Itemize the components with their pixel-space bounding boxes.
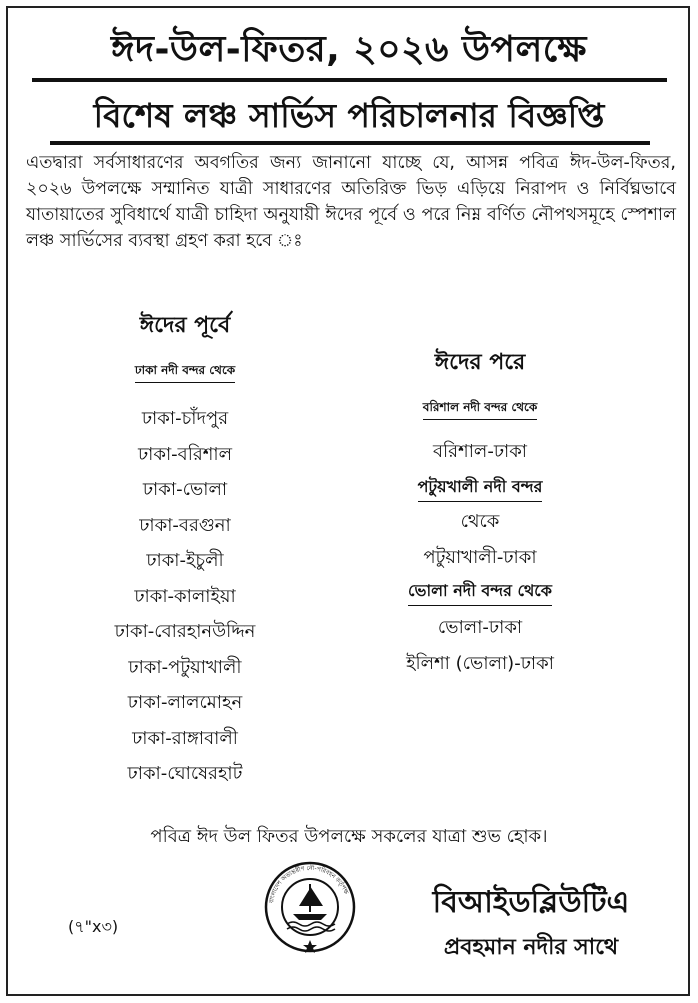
ad-size-code: (৭"x৩) bbox=[68, 917, 119, 936]
dhaka-port-subheading: ঢাকা নদী বন্দর থেকে bbox=[135, 362, 235, 383]
svg-text:বাংলাদেশ অভ্যন্তরীণ নৌ-পরিবহন: বাংলাদেশ অভ্যন্তরীণ নৌ-পরিবহন কর্তৃপক্ষ bbox=[268, 864, 350, 904]
after-eid-heading: ঈদের পরে bbox=[434, 350, 526, 375]
notice-subtitle: বিশেষ লঞ্চ সার্ভিস পরিচালনার বিজ্ঞপ্তি bbox=[93, 96, 605, 135]
route-item: ঢাকা-ইচুলী bbox=[146, 550, 224, 571]
brand-tagline: প্রবহমান নদীর সাথে bbox=[443, 935, 619, 960]
before-eid-heading: ঈদের পূর্বে bbox=[139, 313, 231, 338]
title-underline bbox=[32, 78, 667, 82]
route-item: ঢাকা-চাঁদপুর bbox=[141, 408, 229, 429]
biwta-logo bbox=[263, 860, 357, 954]
after-eid-column bbox=[360, 345, 600, 678]
route-item: ঢাকা-বরগুনা bbox=[139, 514, 231, 536]
route-item: ঢাকা-বরিশাল bbox=[137, 443, 233, 465]
patuakhali-port-subheading: পটুয়খালী নদী বন্দর bbox=[418, 474, 543, 502]
route-item: ঢাকা-লালমোহন bbox=[127, 692, 243, 713]
route-item: ঢাকা-কালাইয়া bbox=[134, 585, 236, 607]
route-item: ঢাকা-বোরহানউদ্দিন bbox=[114, 621, 256, 642]
barishal-port-subheading: বরিশাল নদী বন্দর থেকে bbox=[423, 399, 537, 420]
brand-name: বিআইডব্লিউটিএ bbox=[432, 885, 630, 920]
before-eid-column bbox=[60, 308, 310, 792]
intro-paragraph: এতদ্বারা সর্বসাধারণের অবগতির জন্য জানানো যাচ্ছে যে, আসন্ন পবিত্র ঈদ-উল-ফিতর, ২০২৬ উপলক্ষে সম্মানিত যাত্রী সাধারণের অতিরিক্ত ভিড় এড়িয়ে নিরাপদ ও নির্বিঘ্নভাবে যাতায়াতের সুবিধার্থে যাত্রী চাহিদা অনুযায়ী ঈদের পূর্বে ও পরে নিম্ন বর্ণিত নৌপথসমূহে স্পেশাল লঞ্চ সার্ভিসের ব্যবস্থা গ্রহণ করা হবে ঃ bbox=[26, 153, 676, 251]
bhola-port-subheading: ভোলা নদী বন্দর থেকে bbox=[408, 578, 552, 606]
route-item: বরিশাল-ঢাকা bbox=[432, 441, 528, 462]
route-item: ইলিশা (ভোলা)-ঢাকা bbox=[406, 653, 554, 674]
route-item: ঢাকা-পটুয়াখালী bbox=[128, 656, 242, 678]
subtitle-underline bbox=[50, 141, 650, 145]
route-item: ঢাকা-ভোলা bbox=[142, 479, 228, 500]
route-item: ভোলা-ঢাকা bbox=[437, 617, 523, 638]
notice-title: ঈদ-উল-ফিতর, ২০২৬ উপলক্ষে bbox=[111, 29, 587, 70]
route-item: ঢাকা-ঘোষেরহাট bbox=[127, 763, 243, 784]
closing-wish: পবিত্র ঈদ উল ফিতর উপলক্ষে সকলের যাত্রা শুভ হোক। bbox=[150, 826, 548, 847]
biwta-seal-icon bbox=[263, 860, 357, 954]
before-eid-route-list bbox=[60, 401, 310, 792]
route-item: পটুয়াখালী-ঢাকা bbox=[423, 547, 537, 568]
patuakhali-port-subheading-cont: থেকে bbox=[460, 511, 500, 532]
route-item: ঢাকা-রাঙ্গাবালী bbox=[132, 727, 238, 749]
